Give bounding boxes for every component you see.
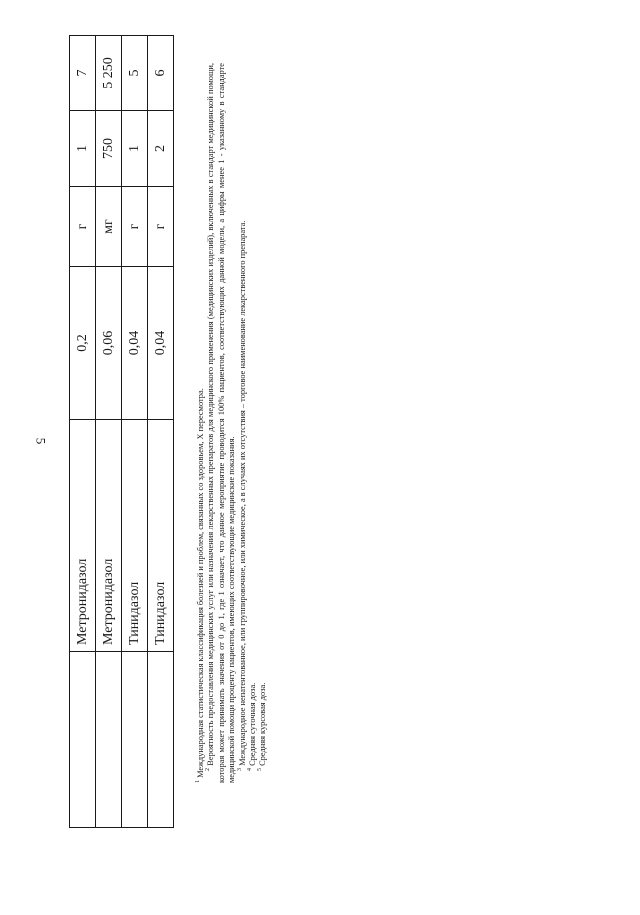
daily-dose-cell: 1 xyxy=(70,111,96,187)
footnote-text: Международное непатентованное, или группировочное, или химическое, а в случаях их отсутствия – торговое наименование лекарственного препарата. xyxy=(237,220,247,766)
drug-table xyxy=(69,35,174,828)
footnote-mark: 2 xyxy=(205,768,212,771)
code-cell xyxy=(122,652,148,828)
footnotes xyxy=(196,63,269,783)
footnote xyxy=(248,63,258,783)
table-row xyxy=(96,36,122,828)
drug-name-cell: Тинидазол xyxy=(122,420,148,652)
drug-name-cell: Тинидазол xyxy=(148,420,174,652)
footnote xyxy=(238,63,248,783)
code-cell xyxy=(96,652,122,828)
unit-cell: г xyxy=(148,187,174,267)
daily-dose-cell: 2 xyxy=(148,111,174,187)
code-cell xyxy=(148,652,174,828)
table-row xyxy=(122,36,148,828)
footnote-mark: 5 xyxy=(257,768,264,771)
drug-name-cell: Метронидазол xyxy=(70,420,96,652)
footnote-text: Средняя суточная доза. xyxy=(248,682,258,766)
footnote xyxy=(206,63,237,783)
unit-cell: г xyxy=(70,187,96,267)
footnote xyxy=(196,63,206,783)
footnote-text: Вероятность предоставления медицинских услуг или назначения лекарственных препаратов для медицинского применения (медицинских изделий), включенных в стандарт медицинской помощи, которая может принимать значения от 0 до 1, где 1 означает, что данное мероприятие проводится 100% пациентов, соответствующих данной модели, а цифры менее 1 - указанному в стандарте медицинской помощи проценту пациентов, имеющих соответствующие медицинские показания. xyxy=(206,63,237,783)
unit-cell: мг xyxy=(96,187,122,267)
table-row xyxy=(70,36,96,828)
probability-cell: 0,2 xyxy=(70,267,96,420)
probability-cell: 0,06 xyxy=(96,267,122,420)
rotated-content xyxy=(69,36,299,828)
page-number: 5 xyxy=(33,437,49,445)
footnote xyxy=(258,63,268,783)
probability-cell: 0,04 xyxy=(122,267,148,420)
code-cell xyxy=(70,652,96,828)
course-dose-cell: 5 250 xyxy=(96,36,122,111)
course-dose-cell: 6 xyxy=(148,36,174,111)
course-dose-cell: 7 xyxy=(70,36,96,111)
drug-name-cell: Метронидазол xyxy=(96,420,122,652)
course-dose-cell: 5 xyxy=(122,36,148,111)
unit-cell: г xyxy=(122,187,148,267)
footnote-mark: 3 xyxy=(236,768,243,771)
footnote-text: Международная статистическая классификация болезней и проблем, связанных со здоровьем, X пересмотра. xyxy=(196,388,205,778)
probability-cell: 0,04 xyxy=(148,267,174,420)
footnote-mark: 1 xyxy=(195,780,202,783)
footnote-text: Средняя курсовая доза. xyxy=(258,682,268,766)
daily-dose-cell: 750 xyxy=(96,111,122,187)
daily-dose-cell: 1 xyxy=(122,111,148,187)
footnote-mark: 4 xyxy=(247,768,254,771)
table-row xyxy=(148,36,174,828)
